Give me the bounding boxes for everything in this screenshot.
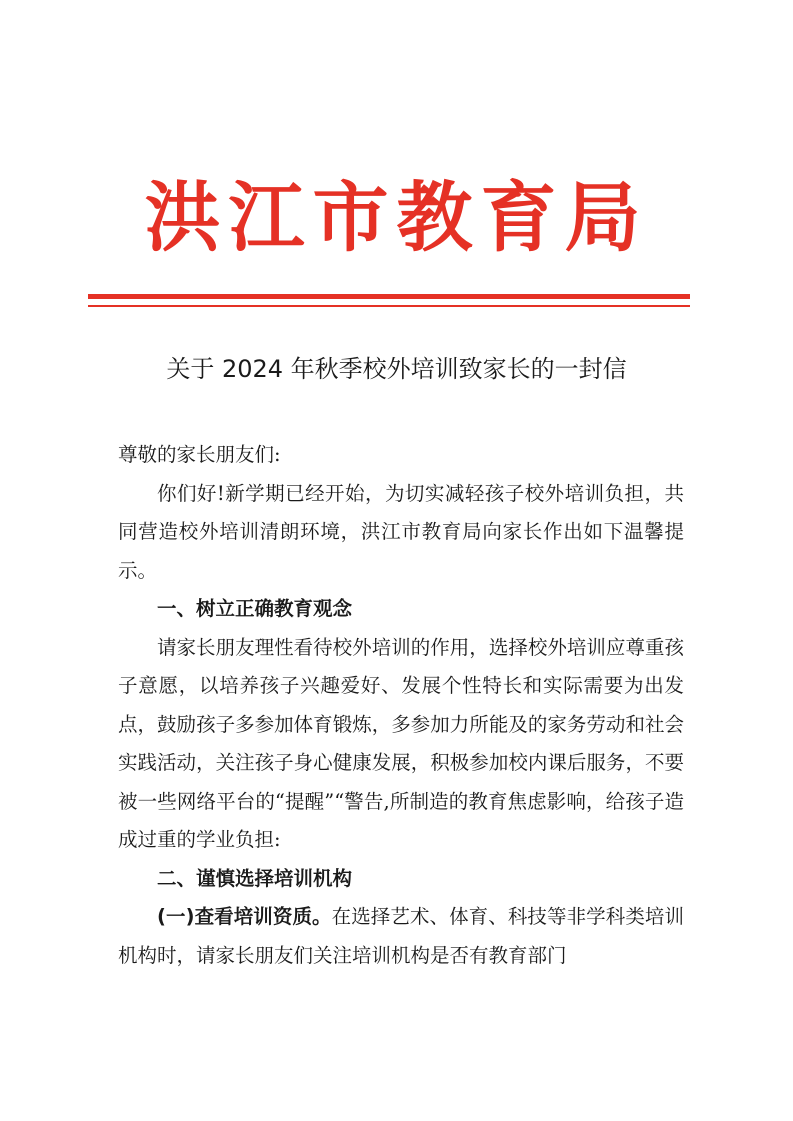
masthead-title: 洪江市教育局 — [144, 173, 649, 262]
section2-item1-paragraph — [118, 898, 684, 975]
intro-paragraph: 你们好!新学期已经开始，为切实减轻孩子校外培训负担，共同营造校外培训清朗环境，洪江市教育局向家长作出如下温馨提示。 — [118, 481, 684, 582]
salutation: 尊敬的家长朋友们: — [118, 443, 281, 466]
document-title: 关于 2024 年秋季校外培训致家长的一封信 — [166, 355, 627, 383]
section2-heading: 二、谨慎选择培训机构 — [157, 866, 353, 890]
letter-body — [118, 436, 684, 975]
section1-heading: 一、树立正确教育观念 — [157, 597, 353, 620]
section2-item1-lead: (一)查看培训资质。 — [157, 905, 332, 928]
masthead-rule-thick — [88, 294, 690, 299]
section2-item1-body: 在选择艺术、体育、科技等非学科类培训机构时，请家长朋友们关注培训机构是否有教育部门 — [118, 905, 684, 967]
masthead-rule-thin — [88, 305, 690, 307]
section1-paragraph: 请家长朋友理性看待校外培训的作用，选择校外培训应尊重孩子意愿，以培养孩子兴趣爱好、发展个性特长和实际需要为出发点，鼓励孩子多参加体育锻炼，多参加力所能及的家务劳动和社会实践活动，关注孩子身心健康发展，积极参加校内课后服务，不要被一些网络平台的“提醒”“警告,所制造的教育焦虑影响，给孩子造成过重的学业负担: — [118, 635, 684, 851]
